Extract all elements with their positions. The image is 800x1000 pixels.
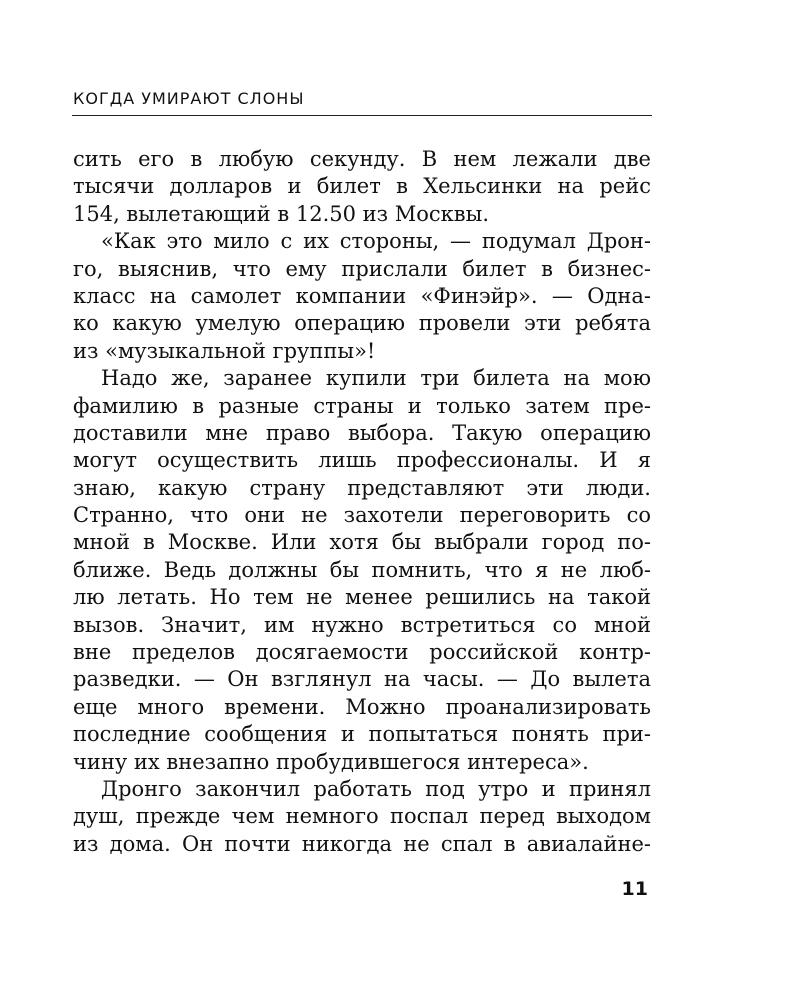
text-line: чину их внезапно пробудившегося интереса».	[73, 749, 589, 774]
text-line: мной в Москве. Или хотя бы выбрали город по-	[73, 530, 651, 555]
text-line: из дома. Он почти никогда не спал в авиалайне-	[73, 831, 651, 856]
header-rule	[72, 115, 652, 116]
text-line: Надо же, заранее купили три билета на мою	[101, 366, 651, 391]
text-line: из «музыкальной группы»!	[73, 338, 376, 363]
text-line: доставили мне право выбора. Такую операцию	[73, 420, 651, 445]
text-line: еще много времени. Можно проанализировать	[73, 694, 651, 719]
text-line: вне пределов досягаемости российской контр-	[73, 640, 651, 665]
body-text	[73, 146, 651, 858]
text-line: душ, прежде чем немного поспал перед выходом	[73, 804, 651, 829]
text-line: 154, вылетающий в 12.50 из Москвы.	[73, 201, 490, 226]
text-line: Дронго закончил работать под утро и принял	[101, 776, 651, 801]
text-line: го, выяснив, что ему прислали билет в бизнес-	[73, 256, 651, 281]
text-line: могут осуществить лишь профессионалы. И я	[73, 448, 651, 473]
text-line: тысячи долларов и билет в Хельсинки на рейс	[73, 174, 651, 199]
text-line: фамилию в разные страны и только затем пре-	[73, 393, 651, 418]
text-line: «Как это мило с их стороны, — подумал Дрон-	[101, 229, 651, 254]
running-header: КОГДА УМИРАЮТ СЛОНЫ	[73, 89, 305, 108]
text-line: Странно, что они не захотели переговорить со	[73, 503, 651, 528]
text-line: сить его в любую секунду. В нем лежали две	[73, 147, 651, 171]
text-line: знаю, какую страну представляют эти люди.	[73, 475, 651, 500]
text-line: ко какую умелую операцию провели эти ребята	[73, 311, 651, 336]
page-number: 11	[621, 878, 648, 900]
text-line: последние сообщения и попытаться понять при-	[73, 722, 651, 747]
text-line: лю летать. Но тем не менее решились на такой	[73, 585, 651, 610]
text-line: ближе. Ведь должны бы помнить, что я не люб-	[73, 557, 651, 582]
text-line: класс на самолет компании «Финэйр». — Одна-	[73, 283, 651, 308]
text-line: вызов. Значит, им нужно встретиться со мной	[73, 612, 651, 637]
text-line: разведки. — Он взглянул на часы. — До вылета	[73, 667, 651, 692]
